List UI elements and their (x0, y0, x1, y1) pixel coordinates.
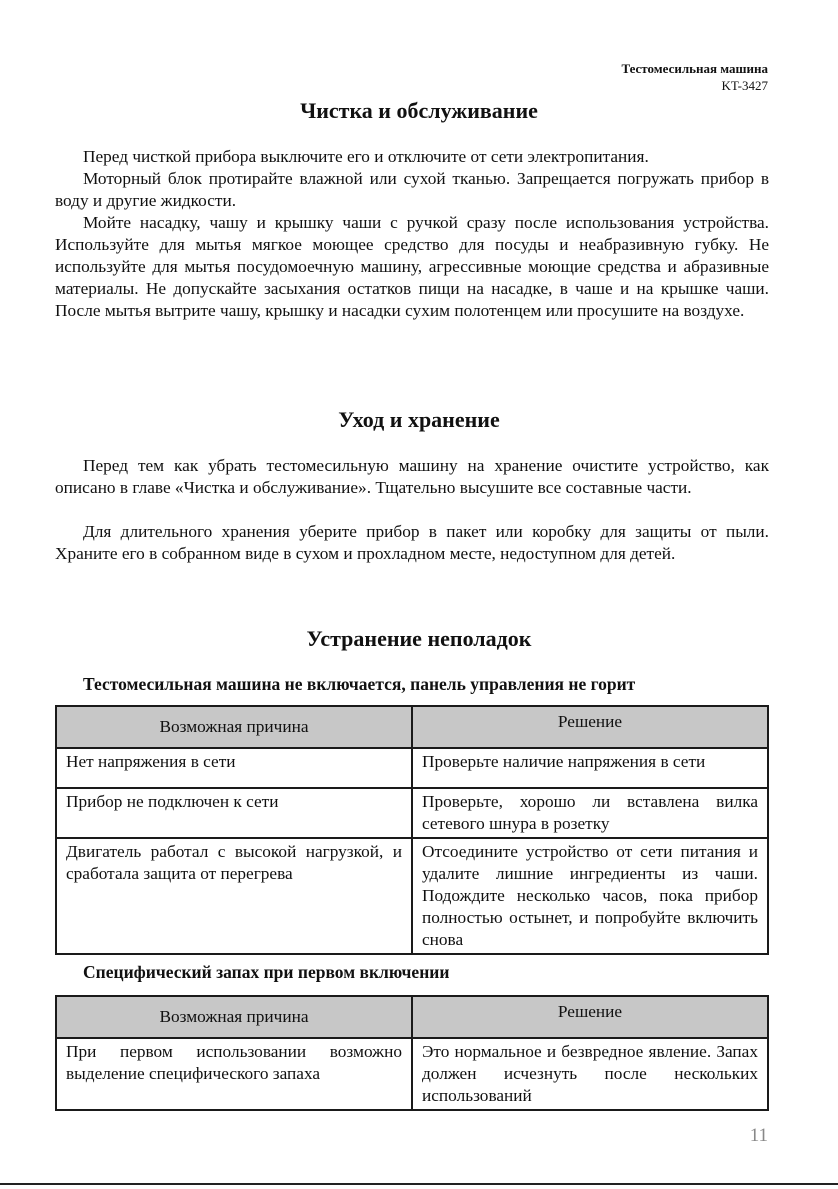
fix-cell: Проверьте наличие напряжения в сети (412, 748, 768, 788)
cleaning-paragraph: Перед чисткой прибора выключите его и отключите от сети электропитания. (83, 147, 649, 166)
cleaning-paragraph: Мойте насадку, чашу и крышку чаши с ручкой сразу после использования устройства. Используйте для мытья мягкое моющее средство для посуды и неабразивную губку. Не используйте для мытья посудомоечную машину, агрессивные моющие средства и абразивные материалы. Не допускайте засыхания остатков пищи на насадке, в чаше и на крышке чаши. После мытья вытрите чашу, крышку и насадки сухим полотенцем или просушите на воздухе. (55, 213, 769, 320)
table-row (56, 838, 768, 954)
storage-paragraph: Для длительного хранения уберите прибор в пакет или коробку для защиты от пыли. Храните его в собранном виде в сухом и прохладном месте, недоступном для детей. (55, 522, 769, 563)
header-product-name: Тестомесильная машина (621, 61, 768, 76)
cause-cell: Двигатель работал с высокой нагрузкой, и сработала защита от перегрева (56, 838, 412, 954)
section-title-troubleshooting: Устранение неполадок (306, 626, 532, 651)
cause-cell: Прибор не подключен к сети (56, 788, 412, 838)
section-title-cleaning: Чистка и обслуживание (300, 98, 538, 123)
problem-heading: Тестомесильная машина не включается, панель управления не горит (83, 674, 636, 694)
table-row (56, 788, 768, 838)
cause-cell: Нет напряжения в сети (56, 748, 412, 788)
table-header-row (56, 706, 768, 748)
table-row (56, 748, 768, 788)
cause-cell: При первом использовании возможно выделение специфического запаха (56, 1038, 412, 1110)
cleaning-paragraph: Моторный блок протирайте влажной или сухой тканью. Запрещается погружать прибор в воду и другие жидкости. (55, 169, 769, 210)
section-title-storage: Уход и хранение (338, 407, 500, 432)
column-header-fix: Решение (412, 706, 768, 748)
troubleshooting-table (55, 995, 769, 1111)
running-header (621, 60, 768, 94)
table-header-row (56, 996, 768, 1038)
header-model-number: KT-3427 (721, 78, 768, 93)
bottom-divider (0, 1183, 838, 1185)
fix-cell: Это нормальное и безвредное явление. Запах должен исчезнуть после нескольких использований (412, 1038, 768, 1110)
storage-paragraph: Перед тем как убрать тестомесильную машину на хранение очистите устройство, как описано в главе «Чистка и обслуживание». Тщательно высушите все составные части. (55, 456, 769, 497)
fix-cell: Проверьте, хорошо ли вставлена вилка сетевого шнура в розетку (412, 788, 768, 838)
troubleshooting-table (55, 705, 769, 955)
column-header-cause: Возможная причина (56, 996, 412, 1038)
problem-heading: Специфический запах при первом включении (83, 962, 450, 982)
column-header-cause: Возможная причина (56, 706, 412, 748)
column-header-fix: Решение (412, 996, 768, 1038)
page-number: 11 (749, 1125, 768, 1146)
table-row (56, 1038, 768, 1110)
fix-cell: Отсоедините устройство от сети питания и удалите лишние ингредиенты из чаши. Подождите несколько часов, пока прибор полностью остынет, и попробуйте включить снова (412, 838, 768, 954)
